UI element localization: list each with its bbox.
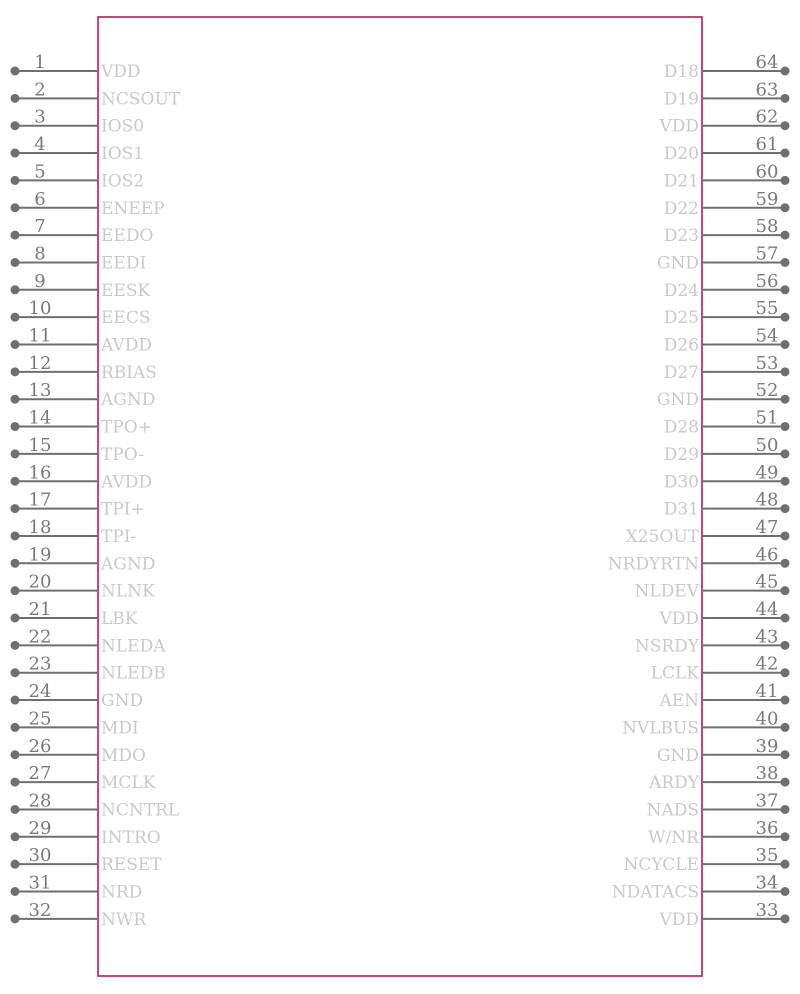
pin-end-dot [781, 340, 790, 349]
pin-number: 53 [755, 352, 779, 374]
pin-number: 34 [755, 872, 779, 894]
pin-name: MDI [101, 718, 139, 739]
right-pin-35 [623, 845, 789, 875]
pin-number: 56 [755, 270, 779, 292]
right-pin-62 [658, 107, 789, 137]
pin-name: X25OUT [625, 526, 699, 547]
pin-name: D31 [663, 499, 699, 520]
right-pin-49 [664, 462, 790, 492]
right-pin-52 [657, 380, 790, 410]
pin-name: EECS [101, 308, 151, 329]
pin-end-dot [781, 422, 790, 431]
pin-end-dot [11, 887, 20, 896]
pin-name: VDD [659, 116, 699, 137]
pin-end-dot [11, 340, 20, 349]
right-pin-63 [664, 79, 790, 109]
left-pin-15 [11, 435, 145, 465]
pin-end-dot [781, 668, 790, 677]
pin-name: NLEDB [101, 663, 166, 684]
pin-name: AVDD [101, 335, 152, 356]
pin-name: RBIAS [101, 362, 157, 383]
right-pin-38 [648, 763, 789, 793]
pin-name: IOS2 [101, 171, 145, 192]
pin-end-dot [781, 313, 790, 322]
pin-end-dot [781, 832, 790, 841]
pin-number: 42 [755, 653, 779, 675]
pin-end-dot [11, 367, 20, 376]
pin-end-dot [11, 723, 20, 732]
pin-name: INTRO [101, 827, 161, 848]
pin-name: NRDYRTN [607, 554, 699, 575]
left-pin-16 [11, 462, 152, 492]
left-pin-31 [11, 873, 143, 903]
pin-number: 29 [28, 817, 52, 839]
pin-number: 3 [34, 106, 46, 128]
pin-number: 44 [755, 599, 779, 620]
pin-end-dot [781, 285, 790, 294]
pin-end-dot [11, 805, 20, 814]
right-pin-53 [664, 353, 790, 383]
pin-name: ARDY [649, 773, 699, 794]
pin-end-dot [11, 231, 20, 240]
pin-number: 58 [755, 216, 779, 238]
pin-number: 26 [28, 735, 52, 757]
pin-name: NADS [646, 800, 699, 821]
pin-number: 59 [755, 188, 779, 210]
right-pin-64 [664, 52, 790, 82]
pin-number: 18 [28, 516, 52, 538]
left-pin-24 [11, 681, 144, 711]
pin-end-dot [781, 914, 790, 923]
pin-end-dot [11, 121, 20, 130]
left-pin-25 [11, 708, 139, 738]
pin-number: 41 [755, 681, 779, 703]
pin-end-dot [11, 313, 20, 322]
pin-end-dot [11, 395, 20, 404]
left-pin-11 [11, 326, 152, 356]
pin-end-dot [781, 586, 790, 595]
pin-name: EESK [101, 280, 151, 301]
left-pin-30 [11, 845, 163, 875]
pin-end-dot [781, 203, 790, 212]
pin-end-dot [11, 696, 20, 705]
left-pin-12 [11, 353, 157, 383]
pin-number: 36 [755, 817, 779, 839]
pin-name: D25 [663, 308, 699, 329]
pin-number: 15 [28, 434, 52, 456]
left-pin-18 [11, 517, 137, 547]
pin-name: IOS1 [101, 144, 145, 165]
pin-end-dot [781, 449, 790, 458]
right-pin-36 [648, 818, 789, 848]
right-pin-39 [657, 736, 790, 766]
pin-end-dot [781, 805, 790, 814]
pin-end-dot [781, 94, 790, 103]
pin-number: 62 [755, 106, 779, 128]
right-pin-40 [622, 708, 789, 738]
pin-name: NLDEV [634, 581, 699, 602]
pin-number: 7 [34, 216, 46, 238]
left-pin-5 [11, 161, 145, 191]
left-pin-1 [11, 52, 141, 82]
pin-name: D20 [663, 144, 699, 165]
left-pin-19 [11, 544, 156, 574]
pin-end-dot [781, 641, 790, 650]
pin-name: NSRDY [634, 636, 699, 657]
pin-number: 57 [755, 243, 779, 265]
right-pin-60 [664, 161, 790, 191]
pin-name: TPI- [101, 526, 137, 547]
pin-end-dot [11, 94, 20, 103]
pin-number: 8 [34, 243, 46, 265]
left-pin-27 [11, 763, 156, 793]
left-pin-20 [11, 572, 156, 602]
right-pin-55 [664, 298, 790, 328]
pin-number: 51 [755, 407, 779, 429]
pin-end-dot [781, 887, 790, 896]
pin-end-dot [781, 504, 790, 513]
pin-number: 63 [755, 79, 779, 101]
pin-name: GND [656, 390, 699, 411]
pin-name: GND [656, 745, 699, 766]
pin-name: D22 [663, 198, 699, 219]
right-pin-41 [658, 681, 789, 711]
pin-end-dot [11, 778, 20, 787]
right-pin-59 [664, 189, 790, 219]
left-pin-4 [11, 134, 145, 164]
left-pin-22 [11, 626, 167, 656]
pin-number: 14 [28, 407, 52, 429]
pin-name: TPO+ [101, 417, 152, 438]
right-pin-column [608, 52, 790, 930]
pin-name: VDD [659, 609, 699, 629]
left-pin-6 [11, 189, 165, 219]
left-pin-9 [11, 271, 151, 301]
left-pin-10 [11, 298, 151, 328]
pin-name: MCLK [101, 773, 156, 794]
pin-number: 64 [755, 52, 779, 73]
pin-end-dot [11, 860, 20, 869]
pin-name: TPO- [101, 444, 145, 465]
left-pin-3 [11, 107, 145, 137]
pin-name: NDATACS [611, 882, 699, 903]
pin-name: NWR [101, 909, 147, 930]
right-pin-57 [657, 243, 790, 273]
pin-number: 9 [34, 270, 46, 292]
right-pin-56 [664, 271, 790, 301]
right-pin-50 [664, 435, 790, 465]
pin-number: 43 [755, 626, 779, 648]
pin-number: 33 [755, 899, 779, 921]
pin-number: 19 [28, 544, 52, 566]
right-pin-43 [635, 626, 790, 656]
pin-name: TPI+ [101, 499, 145, 520]
ic-body-outline [98, 17, 702, 976]
pin-name: AEN [659, 691, 699, 712]
pin-name: NCSOUT [101, 89, 181, 110]
pin-end-dot [11, 750, 20, 759]
pin-name: VDD [659, 909, 699, 930]
pin-number: 30 [28, 845, 52, 867]
left-pin-23 [11, 654, 166, 684]
right-pin-48 [664, 490, 790, 520]
pin-number: 2 [34, 79, 46, 101]
right-pin-54 [664, 326, 790, 356]
pin-number: 20 [28, 571, 52, 593]
right-pin-45 [635, 572, 790, 602]
pin-name: EEDI [101, 253, 147, 274]
pin-number: 22 [28, 626, 52, 648]
pin-number: 54 [755, 325, 779, 347]
pin-name: D27 [663, 362, 699, 383]
pin-end-dot [781, 860, 790, 869]
pin-name: W/NR [648, 827, 699, 848]
pin-name: D19 [663, 89, 699, 110]
pin-number: 25 [28, 708, 52, 730]
pin-number: 21 [28, 599, 52, 620]
pin-number: 49 [755, 462, 779, 484]
pin-name: NVLBUS [622, 718, 699, 739]
pin-end-dot [11, 531, 20, 540]
pin-name: AVDD [101, 472, 152, 493]
pin-end-dot [11, 668, 20, 677]
pin-end-dot [781, 614, 790, 623]
right-pin-46 [608, 544, 790, 574]
pin-end-dot [781, 477, 790, 486]
pin-end-dot [11, 614, 20, 623]
pin-end-dot [781, 395, 790, 404]
pin-number: 48 [755, 489, 779, 511]
pin-number: 39 [755, 735, 779, 757]
pin-end-dot [11, 285, 20, 294]
pin-end-dot [781, 367, 790, 376]
pin-end-dot [781, 67, 790, 76]
pin-end-dot [11, 449, 20, 458]
pin-end-dot [781, 778, 790, 787]
pin-number: 60 [755, 161, 779, 183]
pin-name: LBK [101, 609, 138, 629]
left-pin-28 [11, 790, 180, 820]
pin-name: D26 [663, 335, 699, 356]
right-pin-51 [664, 408, 790, 438]
pin-end-dot [781, 231, 790, 240]
pin-name: NLEDA [101, 636, 166, 657]
pin-name: ENEEP [101, 198, 165, 219]
pin-number: 17 [28, 489, 52, 511]
pin-end-dot [11, 504, 20, 513]
pin-name: D23 [663, 226, 699, 247]
pin-end-dot [781, 696, 790, 705]
left-pin-32 [11, 900, 148, 930]
pin-end-dot [781, 559, 790, 568]
pin-name: GND [656, 253, 699, 274]
left-pin-17 [11, 490, 145, 520]
pin-end-dot [781, 531, 790, 540]
pin-number: 35 [755, 845, 779, 867]
left-pin-29 [11, 818, 161, 848]
pin-number: 28 [28, 790, 52, 812]
pin-number: 16 [28, 462, 52, 484]
pin-number: 38 [755, 763, 779, 785]
pin-number: 31 [28, 872, 52, 894]
right-pin-34 [612, 873, 790, 903]
pin-number: 55 [755, 298, 779, 320]
left-pin-21 [11, 599, 138, 629]
pin-number: 23 [28, 653, 52, 675]
pin-number: 11 [28, 325, 52, 347]
pin-end-dot [781, 176, 790, 185]
right-pin-61 [664, 134, 790, 164]
left-pin-column [11, 52, 181, 930]
pin-number: 5 [34, 161, 46, 183]
pin-end-dot [11, 477, 20, 486]
pin-name: EEDO [101, 226, 154, 247]
pin-name: D18 [663, 62, 699, 82]
pin-number: 40 [755, 708, 779, 730]
pin-number: 12 [28, 352, 52, 374]
pin-name: GND [101, 691, 144, 712]
pin-number: 6 [34, 188, 46, 210]
right-pin-33 [658, 900, 789, 930]
left-pin-8 [11, 243, 147, 273]
right-pin-44 [658, 599, 789, 629]
left-pin-7 [11, 216, 154, 246]
pin-end-dot [11, 641, 20, 650]
pin-number: 37 [755, 790, 779, 812]
pin-number: 13 [28, 380, 52, 402]
pin-end-dot [11, 258, 20, 267]
pin-end-dot [11, 586, 20, 595]
pin-name: IOS0 [101, 116, 145, 137]
pin-end-dot [781, 723, 790, 732]
pin-end-dot [11, 203, 20, 212]
pin-end-dot [11, 832, 20, 841]
pin-end-dot [11, 149, 20, 158]
pin-number: 32 [28, 899, 52, 921]
pin-number: 4 [34, 134, 46, 156]
pin-end-dot [781, 258, 790, 267]
pin-name: NRD [101, 882, 143, 903]
pin-name: NLNK [101, 581, 155, 602]
pin-end-dot [11, 559, 20, 568]
pin-number: 52 [755, 380, 779, 402]
right-pin-37 [647, 790, 790, 820]
right-pin-47 [626, 517, 790, 547]
pin-name: D28 [663, 417, 699, 438]
pin-number: 24 [28, 681, 52, 703]
pin-name: D21 [663, 171, 699, 192]
pin-name: LCLK [650, 663, 699, 684]
pin-name: AGND [101, 554, 156, 575]
pin-name: NCNTRL [101, 800, 180, 821]
left-pin-26 [11, 736, 146, 766]
left-pin-13 [11, 380, 156, 410]
pin-name: AGND [101, 390, 156, 411]
pin-end-dot [781, 149, 790, 158]
left-pin-2 [11, 79, 181, 109]
left-pin-14 [11, 408, 152, 438]
pin-name: RESET [101, 855, 162, 876]
pin-end-dot [11, 176, 20, 185]
pin-number: 50 [755, 434, 779, 456]
pin-end-dot [781, 750, 790, 759]
pin-name: D29 [663, 444, 699, 465]
pin-name: VDD [101, 62, 141, 82]
pin-name: D24 [663, 280, 699, 301]
pin-number: 61 [755, 134, 779, 156]
right-pin-58 [664, 216, 790, 246]
pin-number: 27 [28, 763, 52, 785]
pin-end-dot [11, 914, 20, 923]
pin-number: 10 [28, 298, 52, 320]
pin-number: 46 [755, 544, 779, 566]
pin-number: 1 [34, 52, 46, 73]
pin-name: MDO [101, 745, 146, 766]
pin-end-dot [781, 121, 790, 130]
pin-name: NCYCLE [623, 855, 699, 876]
pin-end-dot [11, 67, 20, 76]
pin-number: 45 [755, 571, 779, 593]
pin-name: D30 [663, 472, 699, 493]
pin-end-dot [11, 422, 20, 431]
pin-number: 47 [755, 516, 779, 538]
right-pin-42 [651, 654, 790, 684]
